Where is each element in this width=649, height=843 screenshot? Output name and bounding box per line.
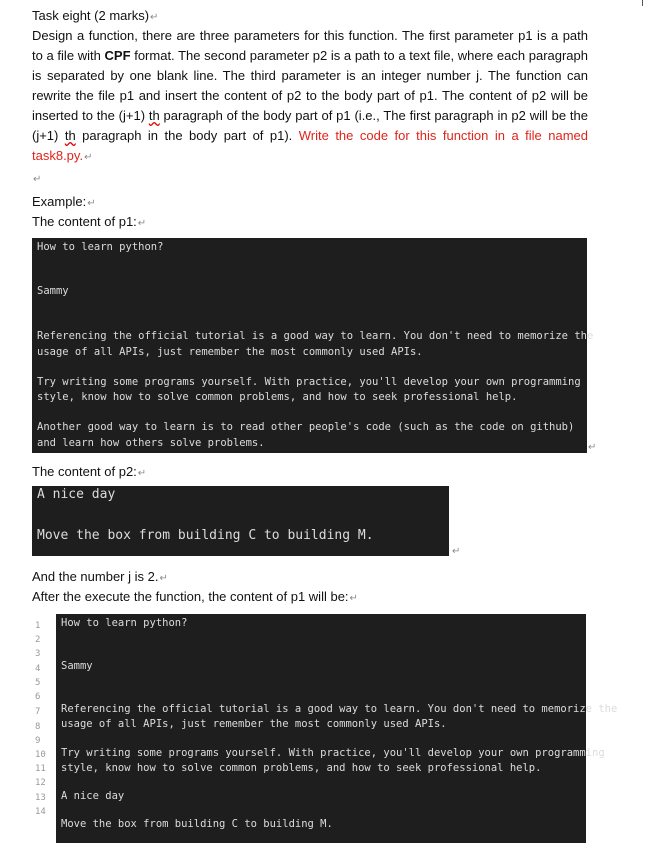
code-line: How to learn python? — [37, 241, 164, 253]
page-edge-line — [642, 0, 643, 6]
paragraph-mark: ↵ — [137, 468, 147, 479]
line-number: 6 — [35, 692, 41, 702]
p2-code-block — [32, 486, 449, 556]
example-label-text: Example: — [32, 194, 87, 209]
description-text: Design a function, there are three parameters for this function. The first parameter p1 is a path to a file with — [32, 28, 588, 63]
code-line: style, know how to solve common problems, and how to seek professional help. — [61, 762, 542, 774]
code-line: Another good way to learn is to read other people's code (such as the code on github) — [37, 421, 575, 433]
code-line: Try writing some programs yourself. With practice, you'll develop your own programming — [37, 376, 581, 388]
code-line: usage of all APIs, just remember the most commonly used APIs. — [37, 346, 423, 358]
code-line: Referencing the official tutorial is a good way to learn. You don't need to memorize the — [37, 330, 594, 342]
code-line: A nice day — [61, 790, 125, 802]
task-title-text: Task eight (2 marks) — [32, 8, 150, 23]
paragraph-mark: ↵ — [84, 152, 93, 163]
empty-paragraph — [32, 168, 41, 190]
line-number: 11 — [35, 764, 46, 774]
code-line: Referencing the official tutorial is a good way to learn. You don't need to memorize the — [61, 703, 618, 715]
line-number: 7 — [35, 707, 41, 717]
code-line: How to learn python? — [61, 617, 188, 629]
code-line: usage of all APIs, just remember the most commonly used APIs. — [61, 718, 447, 730]
paragraph-mark: ↵ — [349, 593, 358, 604]
paragraph-mark: ↵ — [588, 442, 597, 453]
number-j-text — [32, 567, 168, 589]
ordinal-suffix: th — [148, 108, 160, 123]
p1-label-text: The content of p1: — [32, 214, 137, 229]
task-title — [32, 6, 158, 28]
number-j-value: And the number j is 2. — [32, 569, 159, 584]
ordinal-suffix: th — [64, 128, 76, 143]
code-line: Sammy — [61, 660, 93, 672]
after-execute-value: After the execute the function, the content of p1 will be: — [32, 589, 349, 604]
p2-label — [32, 462, 146, 484]
code-line: A nice day — [37, 487, 116, 502]
instruction-highlight: Write the code for this function in a file named task8.py. — [32, 128, 588, 163]
line-number: 8 — [35, 722, 41, 732]
task-description — [32, 26, 588, 168]
description-text: paragraph in the body part of p1). — [75, 128, 299, 143]
paragraph-mark: ↵ — [159, 573, 168, 584]
example-label — [32, 192, 96, 214]
line-number: 13 — [35, 793, 46, 803]
after-execute-text — [32, 587, 358, 609]
p1-code-block — [32, 238, 594, 453]
line-number: 5 — [35, 678, 41, 688]
line-number: 4 — [35, 664, 41, 674]
paragraph-mark: ↵ — [33, 174, 42, 185]
line-number: 14 — [35, 807, 46, 817]
p1-label — [32, 212, 146, 234]
p2-label-text: The content of p2: — [32, 464, 137, 479]
paragraph-mark: ↵ — [452, 546, 461, 557]
line-number: 9 — [35, 736, 41, 746]
code-line: Try writing some programs yourself. With practice, you'll develop your own programming — [61, 747, 605, 759]
line-number: 2 — [35, 635, 41, 645]
result-code-block — [56, 614, 618, 843]
code-line: and learn how others solve problems. — [37, 437, 265, 449]
line-number: 12 — [35, 778, 46, 788]
paragraph-mark: ↵ — [137, 218, 147, 229]
description-text: format. The second parameter p2 is a path to a text file, where each paragraph is separated by one blank line. The third parameter is an integer number j. The function can rewrite the file p1 and insert the content of p2 to the body part of p1. The content of p2 will be inserted to the (j+1) — [32, 48, 588, 123]
line-number: 10 — [35, 750, 46, 760]
code-line: Sammy — [37, 285, 69, 297]
line-number: 1 — [35, 621, 41, 631]
code-line: Move the box from building C to building M. — [37, 528, 374, 543]
paragraph-mark: ↵ — [150, 12, 159, 23]
paragraph-mark: ↵ — [87, 198, 96, 209]
code-line: style, know how to solve common problems, and how to seek professional help. — [37, 391, 518, 403]
line-number: 3 — [35, 649, 41, 659]
description-text: paragraph of the body part of p1 (i.e., The first paragraph in p2 will be the (j+1) — [32, 108, 588, 143]
code-line: Move the box from building C to building M. — [61, 818, 333, 830]
cpf-format: CPF — [104, 48, 131, 63]
line-number-gutter — [32, 618, 56, 843]
